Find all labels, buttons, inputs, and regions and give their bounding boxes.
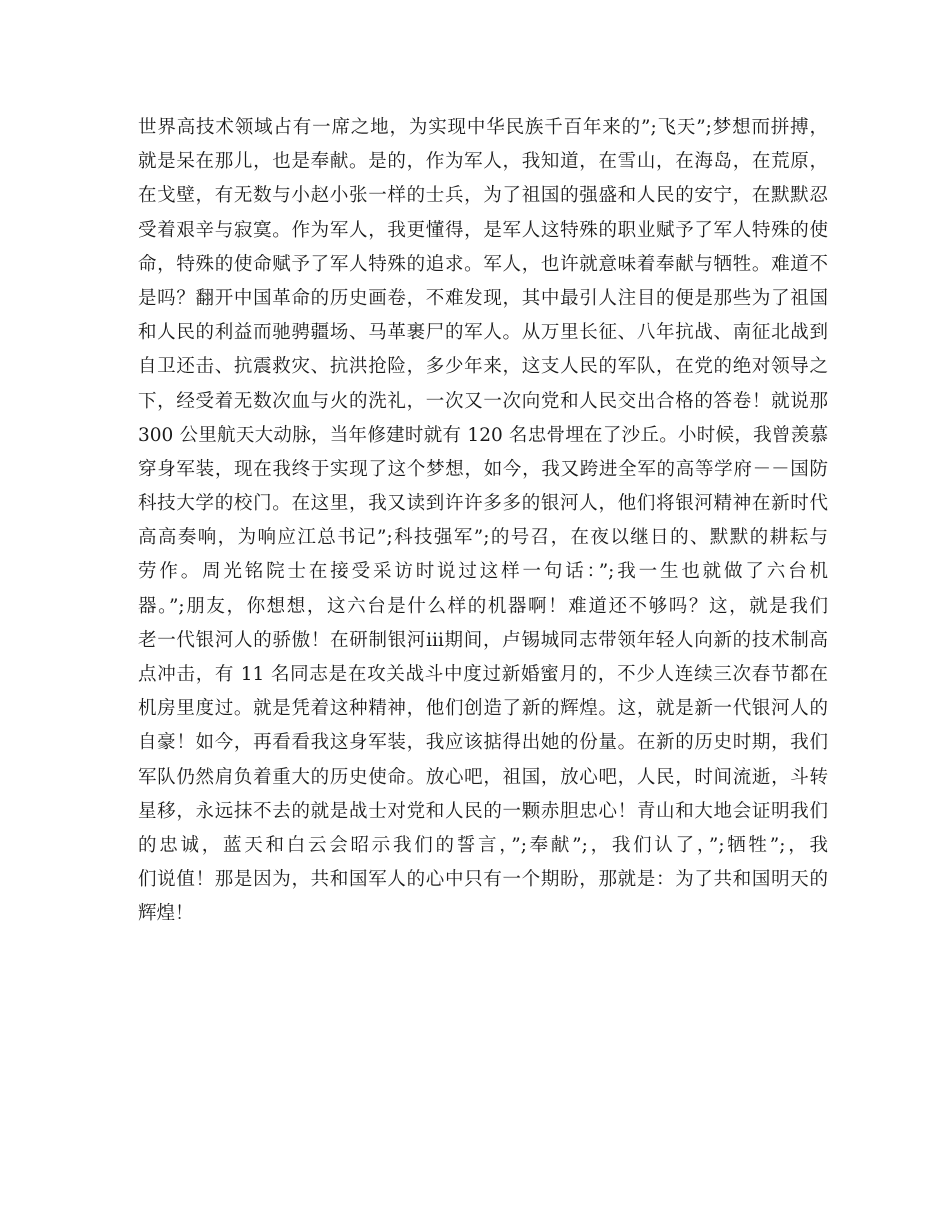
text-line-last: 辉煌！ xyxy=(138,903,194,925)
text-line: 军队仍然肩负着重大的历史使命。放心吧，祖国，放心吧，人民，时间流逝，斗转 xyxy=(138,766,828,788)
text-line: 们说值！那是因为，共和国军人的心中只有一个期盼，那就是：为了共和国明天的 xyxy=(138,869,828,891)
text-line: 下，经受着无数次血与火的洗礼，一次又一次向党和人民交出合格的答卷！就说那 xyxy=(138,390,828,412)
text-line: 穿身军装，现在我终于实现了这个梦想，如今，我又跨进全军的高等学府－－国防 xyxy=(138,458,828,480)
text-line: 受着艰辛与寂寞。作为军人，我更懂得，是军人这特殊的职业赋予了军人特殊的使 xyxy=(138,219,828,241)
text-line: 就是呆在那儿，也是奉献。是的，作为军人，我知道，在雪山，在海岛，在荒原， xyxy=(138,151,828,173)
text-line: 机房里度过。就是凭着这种精神，他们创造了新的辉煌。这，就是新一代银河人的 xyxy=(138,698,828,720)
text-line: 高高奏响，为响应江总书记”;科技强军”;的号召，在夜以继日的、默默的耕耘与 xyxy=(138,527,828,549)
text-line: 科技大学的校门。在这里，我又读到许许多多的银河人，他们将银河精神在新时代 xyxy=(138,493,828,515)
text-line: 世界高技术领域占有一席之地，为实现中华民族千百年来的”;飞天”;梦想而拼搏， xyxy=(138,117,828,138)
text-line: 的忠诚，蓝天和白云会昭示我们的誓言，”;奉献”;，我们认了，”;牺牲”;，我 xyxy=(138,834,828,856)
text-line: 星移，永远抹不去的就是战士对党和人民的一颗赤胆忠心！青山和大地会证明我们 xyxy=(138,800,828,822)
text-line: 是吗？翻开中国革命的历史画卷，不难发现，其中最引人注目的便是那些为了祖国 xyxy=(138,287,828,309)
text-line: 300 公里航天大动脉，当年修建时就有 120 名忠骨埋在了沙丘。小时候，我曾羡慕 xyxy=(138,424,828,446)
text-line: 在戈壁，有无数与小赵小张一样的士兵，为了祖国的强盛和人民的安宁，在默默忍 xyxy=(138,185,828,207)
text-line: 命，特殊的使命赋予了军人特殊的追求。军人，也许就意味着奉献与牺牲。难道不 xyxy=(138,253,828,275)
text-line: 自卫还击、抗震救灾、抗洪抢险，多少年来，这支人民的军队，在党的绝对领导之 xyxy=(138,356,828,378)
text-line: 点冲击，有 11 名同志是在攻关战斗中度过新婚蜜月的，不少人连续三次春节都在 xyxy=(138,664,828,685)
text-line: 自豪！如今，再看看我这身军装，我应该掂得出她的份量。在新的历史时期，我们 xyxy=(138,732,828,754)
text-line: 老一代银河人的骄傲！在研制银河ⅲ期间，卢锡城同志带领年轻人向新的技术制高 xyxy=(138,629,828,651)
text-line: 劳作。周光铭院士在接受采访时说过这样一句话：”;我一生也就做了六台机 xyxy=(138,561,828,583)
text-line: 器。”;朋友，你想想，这六台是什么样的机器啊！难道还不够吗？这，就是我们 xyxy=(138,595,828,617)
body-text xyxy=(138,111,828,932)
text-line: 和人民的利益而驰骋疆场、马革裹尸的军人。从万里长征、八年抗战、南征北战到 xyxy=(138,322,828,344)
